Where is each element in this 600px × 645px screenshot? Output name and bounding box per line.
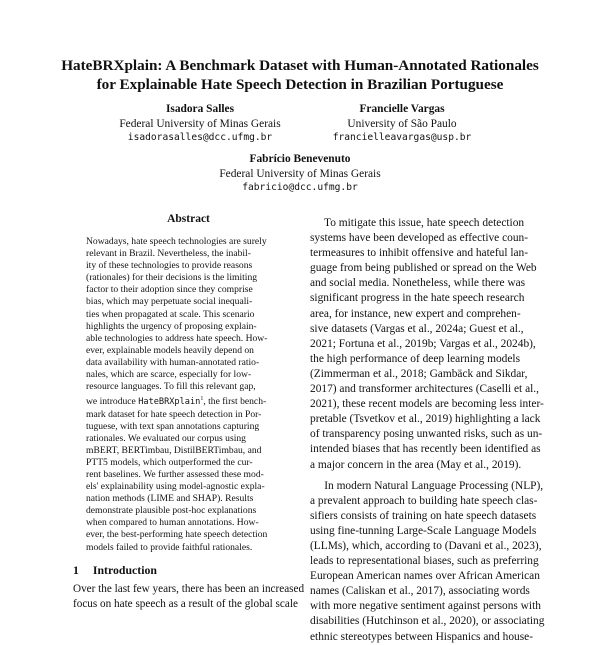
paragraph-line: To mitigate this issue, hate speech detection bbox=[310, 217, 525, 229]
abstract-line: mBERT, BERTimbau, DistilBERTimbau, and bbox=[86, 444, 262, 456]
footnote-marker[interactable]: 1 bbox=[200, 396, 204, 403]
paragraph-line: using fine-tunning Large-Scale Language Models bbox=[310, 524, 537, 537]
introduction-line: Over the last few years, there has been an increased bbox=[73, 583, 305, 595]
author-block bbox=[287, 102, 517, 146]
abstract-line: data availability with human-annotated ratio- bbox=[86, 356, 260, 368]
abstract-line: relevant in Brazil. Nevertheless, the inabil- bbox=[86, 248, 251, 260]
author-block bbox=[85, 102, 315, 146]
introduction-text bbox=[73, 582, 304, 612]
paragraph-line: pretable (Tsvetkov et al., 2019) highlighting a lack bbox=[310, 413, 541, 426]
dataset-name: HateBRXplain bbox=[138, 397, 201, 408]
paragraph-line: termeasures to inhibit offensive and hateful lan- bbox=[310, 247, 529, 260]
author-email[interactable]: francielleavargas@usp.br bbox=[332, 132, 472, 143]
abstract-line: els' explainability using model-agnostic expla- bbox=[86, 481, 265, 493]
abstract-line: bias, which may perpetuate social inequali- bbox=[86, 296, 253, 308]
introduction-line: focus on hate speech as a result of the global scale bbox=[73, 598, 298, 610]
paragraph-line: systems have been developed as effective coun- bbox=[310, 232, 529, 245]
paragraph-line: 2017) and transformer architectures (Caselli et al., bbox=[310, 383, 539, 396]
abstract-line: Nowadays, hate speech technologies are surely bbox=[86, 236, 267, 247]
abstract-line: resource languages. To fill this relevant gap, bbox=[86, 381, 256, 393]
abstract-line: ever, the best-performing hate speech detection bbox=[86, 529, 268, 541]
abstract-line: tuguese, with text span annotations capturing bbox=[86, 420, 260, 432]
abstract-line: rationales. We evaluated our corpus using bbox=[86, 432, 246, 444]
paragraph-line: sifiers consists of training on hate speech datasets bbox=[310, 509, 537, 522]
abstract-line: highlights the urgency of proposing explain- bbox=[86, 320, 257, 332]
abstract-line: demonstrate plausible post-hoc explanations bbox=[86, 505, 257, 517]
section-title: Introduction bbox=[92, 563, 157, 577]
paragraph-line: and social media. Nonetheless, while there was bbox=[310, 277, 526, 290]
author-name: Francielle Vargas bbox=[359, 103, 445, 115]
abstract-line: ties when propagated at scale. This scenario bbox=[86, 308, 255, 320]
author-name: Isadora Salles bbox=[165, 103, 235, 115]
paragraph-line: European American names over African American bbox=[310, 570, 540, 583]
paper-title bbox=[30, 56, 570, 94]
paragraph-line: 2021), these recent models are becoming less inter- bbox=[310, 398, 544, 411]
paragraph-line: intended biases that has recently been identified as bbox=[310, 443, 541, 456]
author-email[interactable]: isadorasalles@dcc.ufmg.br bbox=[127, 132, 273, 143]
paragraph-line: a prevalent approach to building hate speech clas- bbox=[310, 494, 538, 507]
author-email[interactable]: fabricio@dcc.ufmg.br bbox=[242, 182, 358, 193]
section-number: 1 bbox=[73, 563, 79, 577]
author-affiliation: Federal University of Minas Gerais bbox=[119, 117, 281, 130]
abstract-line: ity of these technologies to provide reasons bbox=[86, 260, 253, 272]
right-column-text bbox=[310, 216, 545, 645]
abstract-line: nales, which are scarce, especially for low- bbox=[86, 369, 252, 381]
paragraph-line: (Zimmerman et al., 2018; Gambäck and Sikdar, bbox=[310, 367, 528, 380]
paragraph-line: guage from being published or spread on the Web bbox=[310, 262, 537, 275]
paragraph-line: (LLMs), which, according to (Davani et al., 2023), bbox=[310, 539, 542, 552]
abstract-line: rent baselines. We further assessed these mod- bbox=[86, 468, 264, 480]
abstract-line: models failed to provide faithful rationales. bbox=[86, 541, 253, 553]
abstract-line: (rationales) for their decisions is the limiting bbox=[86, 272, 258, 284]
author-affiliation: University of São Paulo bbox=[347, 117, 457, 130]
paragraph-line: a major concern in the area (May et al., 2019). bbox=[310, 458, 522, 471]
abstract-line: PTT5 models, which outperformed the cur- bbox=[86, 456, 253, 468]
paragraph-line: the high performance of deep learning models bbox=[310, 352, 521, 365]
abstract-line: able technologies to address hate speech. How- bbox=[86, 332, 268, 344]
abstract-line: ever, explainable models heavily depend on bbox=[86, 344, 254, 356]
abstract-line: mark dataset for hate speech detection in Por- bbox=[86, 408, 262, 420]
author-affiliation: Federal University of Minas Gerais bbox=[219, 167, 381, 180]
paragraph-line: 2021; Fortuna et al., 2019b; Vargas et al., 2024b), bbox=[310, 337, 536, 350]
section-heading-introduction bbox=[73, 563, 157, 578]
paragraph-line: names (Caliskan et al., 2017), associating words bbox=[310, 585, 530, 598]
paragraph-line: area, for instance, new expert and comprehen- bbox=[310, 307, 521, 320]
paragraph-line: significant progress in the hate speech research bbox=[310, 292, 525, 305]
abstract-text: , the first bench- bbox=[203, 396, 267, 408]
abstract-heading: Abstract bbox=[167, 213, 210, 225]
paragraph-line: with more negative sentiment against persons with bbox=[310, 600, 541, 613]
abstract-text: we introduce bbox=[86, 396, 139, 408]
title-line-1: HateBRXplain: A Benchmark Dataset with Human-Annotated Rationales bbox=[61, 57, 539, 74]
abstract-line: factor to their adoption since they comprise bbox=[86, 284, 253, 296]
abstract-line-dataset-intro bbox=[86, 393, 286, 408]
abstract-body bbox=[86, 236, 286, 554]
paragraph-line: disabilities (Hutchinson et al., 2020), or associating bbox=[310, 615, 545, 628]
paragraph-line: ethnic stereotypes between Hispanics and house- bbox=[310, 630, 533, 643]
abstract-line: when compared to human annotations. How- bbox=[86, 517, 259, 529]
title-line-2: for Explainable Hate Speech Detection in Brazilian Portuguese bbox=[96, 76, 504, 93]
author-name: Fabrício Benevenuto bbox=[249, 153, 351, 165]
abstract-line: nation methods (LIME and SHAP). Results bbox=[86, 493, 254, 505]
paragraph-line: In modern Natural Language Processing (NLP), bbox=[310, 479, 544, 492]
paragraph-line: sive datasets (Vargas et al., 2024a; Guest et al., bbox=[310, 322, 524, 335]
paragraph-line: leads to representational biases, such as preferring bbox=[310, 555, 539, 568]
author-block bbox=[185, 152, 415, 196]
paragraph-line: of transparency posing unwanted risks, such as un- bbox=[310, 428, 543, 441]
